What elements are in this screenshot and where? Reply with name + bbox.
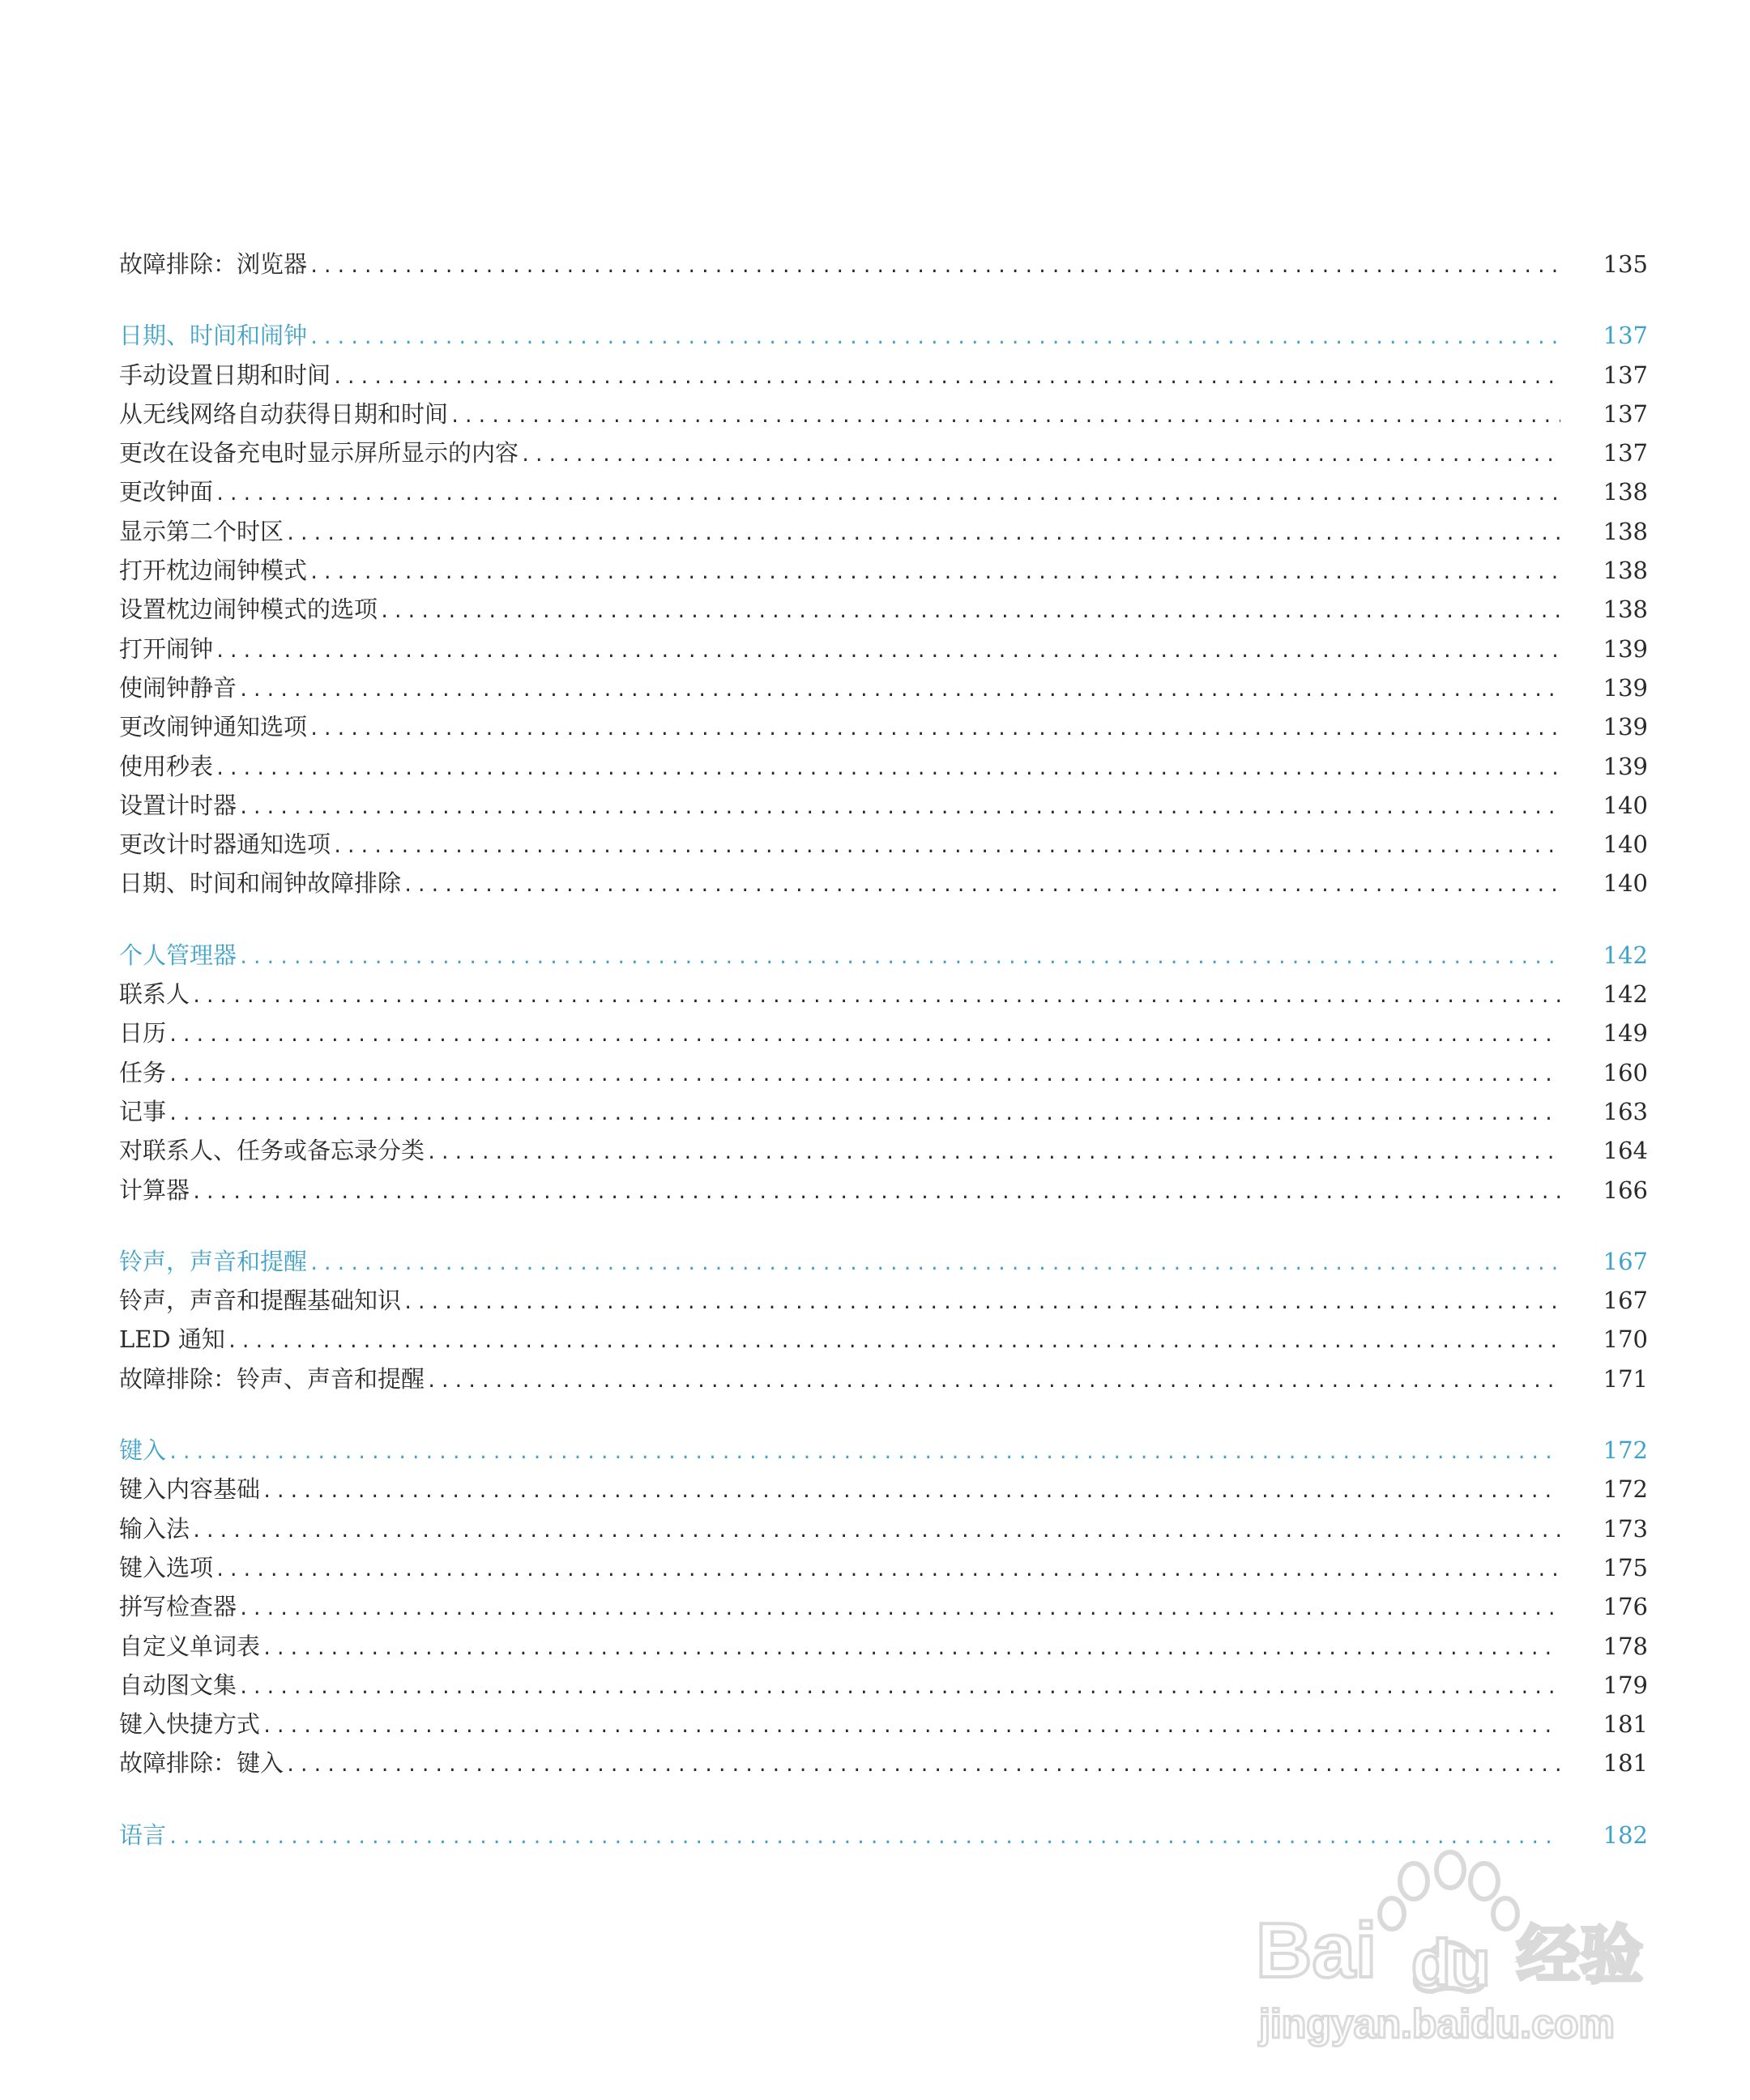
- toc-entry[interactable]: [119, 512, 1648, 551]
- toc-entry[interactable]: [119, 433, 1648, 472]
- toc-dot-leader: [285, 1747, 1560, 1786]
- toc-dot-leader: [520, 437, 1560, 476]
- toc-entry-title: 自动图文集: [119, 1671, 237, 1699]
- toc-entry[interactable]: [119, 1744, 1648, 1782]
- toc-entry-title: 打开闹钟: [119, 634, 214, 663]
- toc-section-heading[interactable]: [119, 936, 1648, 975]
- toc-entry-title: 自定义单词表: [119, 1632, 261, 1660]
- toc-section-heading[interactable]: [119, 1242, 1648, 1281]
- toc-dot-leader: [262, 1630, 1560, 1669]
- toc-dot-leader: [309, 1245, 1560, 1284]
- toc-dot-leader: [309, 319, 1560, 358]
- toc-entry[interactable]: [119, 786, 1648, 825]
- toc-entry-title: 计算器: [119, 1176, 190, 1204]
- toc-dot-leader: [285, 515, 1560, 554]
- toc-page-number: 166: [1603, 1176, 1648, 1204]
- toc-entry[interactable]: [119, 825, 1648, 864]
- table-of-contents: [119, 245, 1648, 1855]
- toc-page-number: 172: [1603, 1436, 1648, 1465]
- toc-entry-title: 对联系人、任务或备忘录分类: [119, 1137, 425, 1165]
- toc-page-number: 139: [1603, 673, 1648, 702]
- toc-page-number: 140: [1603, 791, 1648, 819]
- toc-entry-title: 日期、时间和闹钟故障排除: [119, 869, 402, 898]
- toc-dot-leader: [191, 978, 1560, 1017]
- toc-entry-title: 设置计时器: [119, 791, 237, 819]
- toc-entry-title: 键入选项: [119, 1553, 214, 1581]
- toc-entry[interactable]: [119, 630, 1648, 668]
- toc-entry-title: 更改钟面: [119, 478, 214, 506]
- toc-dot-leader: [403, 1284, 1560, 1323]
- toc-dot-leader: [262, 1708, 1560, 1747]
- toc-page-number: 181: [1603, 1710, 1648, 1739]
- toc-entry[interactable]: [119, 1359, 1648, 1398]
- toc-entry[interactable]: [119, 1548, 1648, 1587]
- baidu-jingyan-watermark: [1248, 1847, 1669, 2058]
- toc-dot-leader: [309, 554, 1560, 593]
- toc-dot-leader: [168, 1434, 1560, 1473]
- toc-entry[interactable]: [119, 551, 1648, 590]
- toc-entry-title: 从无线网络自动获得日期和时间: [119, 399, 449, 428]
- toc-dot-leader: [168, 1017, 1560, 1056]
- toc-page-number: 176: [1603, 1593, 1648, 1621]
- toc-dot-leader: [227, 1323, 1560, 1362]
- toc-dot-leader: [238, 672, 1560, 711]
- toc-dot-leader: [168, 1056, 1560, 1095]
- toc-page-number: 172: [1603, 1475, 1648, 1504]
- toc-page-number: 175: [1603, 1553, 1648, 1581]
- toc-entry-title: 联系人: [119, 980, 190, 1009]
- toc-dot-leader: [238, 1669, 1560, 1708]
- toc-page-number: 178: [1603, 1632, 1648, 1660]
- toc-dot-leader: [332, 359, 1560, 398]
- toc-page-number: 179: [1603, 1671, 1648, 1699]
- toc-entry[interactable]: [119, 1281, 1648, 1320]
- toc-page-number: 182: [1603, 1820, 1648, 1849]
- toc-dot-leader: [215, 633, 1560, 672]
- toc-entry[interactable]: [119, 975, 1648, 1014]
- toc-entry[interactable]: [119, 864, 1648, 903]
- toc-page-number: 164: [1603, 1137, 1648, 1165]
- toc-page-number: 140: [1603, 830, 1648, 859]
- toc-entry[interactable]: [119, 395, 1648, 433]
- toc-entry-title: 语言: [119, 1820, 167, 1849]
- toc-entry-title: 铃声，声音和提醒: [119, 1247, 308, 1275]
- toc-page-number: 139: [1603, 752, 1648, 780]
- toc-entry[interactable]: [119, 1053, 1648, 1092]
- toc-dot-leader: [168, 1095, 1560, 1134]
- toc-page-number: 139: [1603, 713, 1648, 741]
- toc-entry-title: 拼写检查器: [119, 1593, 237, 1621]
- toc-page-number: 142: [1603, 980, 1648, 1009]
- toc-entry-title: 记事: [119, 1097, 167, 1125]
- toc-entry[interactable]: [119, 707, 1648, 746]
- toc-dot-leader: [379, 593, 1560, 632]
- toc-entry[interactable]: [119, 1666, 1648, 1705]
- toc-page-number: 138: [1603, 517, 1648, 545]
- watermark-brand-right: du: [1411, 1927, 1491, 1999]
- toc-section-heading[interactable]: [119, 1431, 1648, 1470]
- toc-entry-title: LED 通知: [119, 1325, 225, 1354]
- toc-entry-title: 故障排除：铃声、声音和提醒: [119, 1364, 425, 1393]
- toc-entry-title: 日期、时间和闹钟: [119, 322, 308, 350]
- toc-page-number: 138: [1603, 557, 1648, 585]
- watermark-url: jingyan.baidu.com: [1259, 2001, 1615, 2047]
- toc-entry-title: 更改闹钟通知选项: [119, 713, 308, 741]
- toc-page-number: 167: [1603, 1247, 1648, 1275]
- toc-entry[interactable]: [119, 356, 1648, 395]
- toc-entry[interactable]: [119, 747, 1648, 786]
- toc-entry-title: 显示第二个时区: [119, 517, 284, 545]
- toc-entry-title: 个人管理器: [119, 941, 237, 969]
- toc-entry-title: 打开枕边闹钟模式: [119, 557, 308, 585]
- toc-dot-leader: [238, 939, 1560, 978]
- toc-page-number: 140: [1603, 869, 1648, 898]
- toc-dot-leader: [215, 476, 1560, 514]
- toc-entry-title: 故障排除：键入: [119, 1749, 284, 1778]
- toc-entry-title: 键入内容基础: [119, 1475, 261, 1504]
- toc-entry[interactable]: [119, 1171, 1648, 1210]
- toc-dot-leader: [238, 789, 1560, 828]
- toc-entry-title: 更改计时器通知选项: [119, 830, 331, 859]
- toc-entry-title: 日历: [119, 1019, 167, 1048]
- toc-page-number: 167: [1603, 1287, 1648, 1315]
- toc-dot-leader: [191, 1513, 1560, 1552]
- toc-dot-leader: [332, 828, 1560, 867]
- toc-page-number: 170: [1603, 1325, 1648, 1354]
- toc-dot-leader: [403, 867, 1560, 906]
- toc-entry[interactable]: [119, 245, 1648, 284]
- toc-entry-title: 键入: [119, 1436, 167, 1465]
- toc-entry[interactable]: [119, 1627, 1648, 1666]
- toc-page-number: 137: [1603, 361, 1648, 389]
- toc-section-heading[interactable]: [119, 316, 1648, 355]
- toc-entry-title: 键入快捷方式: [119, 1710, 261, 1739]
- toc-dot-leader: [309, 248, 1560, 287]
- toc-page-number: 135: [1603, 250, 1648, 278]
- toc-dot-leader: [309, 711, 1560, 749]
- toc-dot-leader: [426, 1134, 1560, 1173]
- toc-page-number: 173: [1603, 1514, 1648, 1543]
- toc-dot-leader: [262, 1473, 1560, 1512]
- toc-entry[interactable]: [119, 1509, 1648, 1548]
- toc-entry-title: 任务: [119, 1058, 167, 1086]
- toc-page-number: 163: [1603, 1097, 1648, 1125]
- toc-entry[interactable]: [119, 1320, 1648, 1359]
- toc-page-number: 171: [1603, 1364, 1648, 1393]
- toc-page-number: 160: [1603, 1058, 1648, 1086]
- toc-entry[interactable]: [119, 668, 1648, 707]
- toc-entry-title: 铃声，声音和提醒基础知识: [119, 1287, 402, 1315]
- toc-dot-leader: [450, 398, 1560, 437]
- watermark-brand-cn: 经验: [1517, 1919, 1644, 1992]
- toc-entry[interactable]: [119, 1014, 1648, 1052]
- toc-page-number: 138: [1603, 478, 1648, 506]
- toc-entry[interactable]: [119, 472, 1648, 511]
- toc-dot-leader: [215, 1552, 1560, 1590]
- toc-page-number: 137: [1603, 399, 1648, 428]
- toc-entry-title: 输入法: [119, 1514, 190, 1543]
- toc-dot-leader: [215, 750, 1560, 789]
- toc-dot-leader: [426, 1363, 1560, 1402]
- toc-entry-title: 使闹钟静音: [119, 673, 237, 702]
- toc-entry[interactable]: [119, 590, 1648, 629]
- toc-page-number: 137: [1603, 322, 1648, 350]
- toc-page-number: 181: [1603, 1749, 1648, 1778]
- toc-entry-title: 使用秒表: [119, 752, 214, 780]
- watermark-brand-left: Bai: [1256, 1907, 1377, 1994]
- toc-entry[interactable]: [119, 1587, 1648, 1626]
- toc-entry[interactable]: [119, 1131, 1648, 1170]
- toc-page-number: 138: [1603, 595, 1648, 624]
- toc-entry[interactable]: [119, 1705, 1648, 1744]
- toc-entry-title: 设置枕边闹钟模式的选项: [119, 595, 378, 624]
- toc-page-number: 137: [1603, 439, 1648, 467]
- toc-entry[interactable]: [119, 1470, 1648, 1509]
- toc-page-number: 142: [1603, 941, 1648, 969]
- toc-entry-title: 故障排除：浏览器: [119, 250, 308, 278]
- toc-entry-title: 手动设置日期和时间: [119, 361, 331, 389]
- toc-entry-title: 更改在设备充电时显示屏所显示的内容: [119, 439, 519, 467]
- toc-page-number: 149: [1603, 1019, 1648, 1048]
- toc-dot-leader: [191, 1174, 1560, 1213]
- toc-page-number: 139: [1603, 634, 1648, 663]
- toc-entry[interactable]: [119, 1092, 1648, 1131]
- toc-dot-leader: [238, 1590, 1560, 1629]
